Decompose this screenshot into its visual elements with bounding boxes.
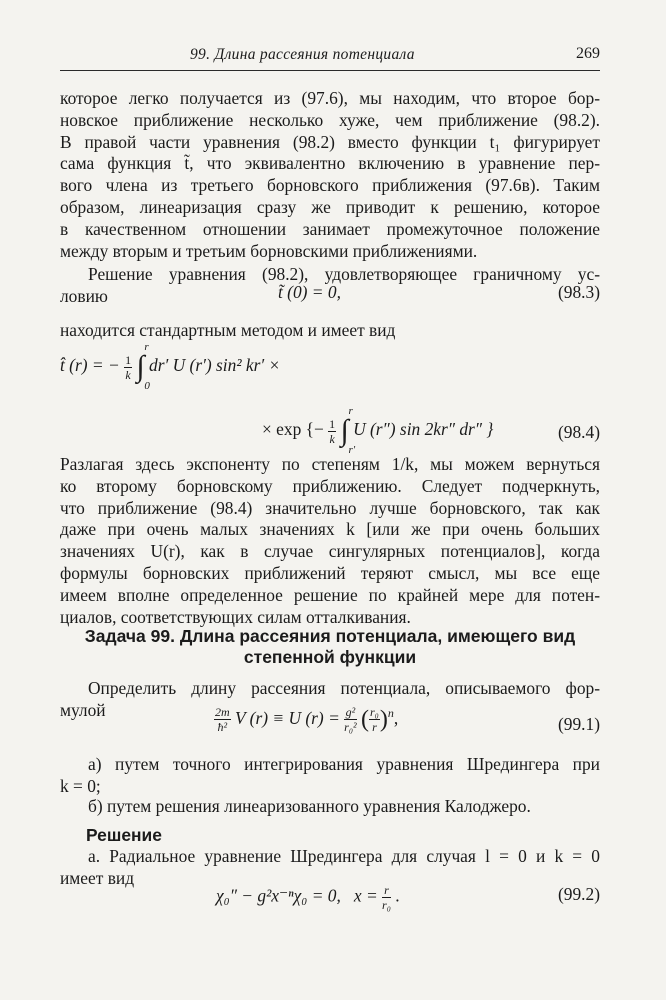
denominator: r [372,720,377,735]
running-header-title: 99. Длина рассеяния потенциала [190,46,415,63]
numerator: g² [345,705,356,720]
paragraph-4 [60,454,600,628]
text-line: мулой [60,699,106,720]
eq-body: U (r″) sin 2kr″ dr″ } [353,419,494,439]
text-line: ловию [60,285,108,306]
text-line: имеет вид [60,867,135,888]
equation-99-1 [214,706,398,733]
fraction [344,706,356,733]
text-line: Определить длину рассеяния потенциала, описываемого фор- [88,678,600,698]
text-line: между вторым и третьим борновскими приближениями. [60,240,478,261]
text-line: вого члена из третьего борновского приближения (97.6в). Таким [60,175,600,196]
equation-number-99-2: (99.2) [557,884,600,904]
eq-prefix: × exp {− [262,419,324,439]
fraction [369,706,380,733]
eq-body: χ₀″ − g²x⁻ⁿχ₀ = 0, [216,885,341,906]
text-line: даже при очень малых значениях k [или же при очень больших [60,519,600,540]
integral-sign: ∫ r 0 [136,341,150,392]
fraction [328,418,336,445]
text-line: циалов, соответствующих силам отталкивания. [60,606,411,627]
task-title-line-2: степенной функции [243,647,417,667]
text-line: образом, линеаризация сразу же приводит к решению, которое [60,196,600,217]
fraction [214,706,231,733]
text-line: а) путем точного интегрирования уравнения Шредингера при [88,754,600,774]
solution-heading: Решение [86,825,162,845]
text-line: ко второму борновскому приближению. Следует подчеркнуть, [60,475,600,496]
item-a [60,754,600,798]
text-line: k = 0; [60,775,101,796]
paragraph-3: находится стандартным методом и имеет вид [60,320,396,340]
denominator: k [125,367,131,382]
fraction [382,884,391,911]
text-line: формулы борновских приближений теряют смысл, мы все еще [60,562,600,583]
text-line: новское приближение несколько хуже, чем приближение (98.2). [60,109,600,130]
task-title [60,626,600,668]
eq-x: x = [353,885,378,906]
numerator: 1 [329,416,336,431]
text-line: Разлагая здесь экспоненту по степеням 1/k, мы можем вернуться [60,454,600,474]
equation-number-99-1: (99.1) [557,714,600,734]
text-line: значениях U(r), как в случае сингулярных потенциалов], когда [60,541,600,562]
paren-close: ) [379,706,388,733]
equation-98-4-line-1 [60,341,281,392]
lower-limit: r′ [348,444,356,456]
lower-limit: 0 [144,380,150,392]
task-title-line-1: Задача 99. Длина рассеяния потенциала, имеющего вид [84,626,576,646]
equation-99-2: χ₀″ − g²x⁻ⁿχ₀ = 0, x = $\frac{r}{\text{r₀}}$ . [216,883,400,912]
equation-number-98-3: (98.3) [557,282,600,302]
numerator: r [382,884,391,898]
eq-body: dr′ U (r′) sin² kr′ × [149,355,281,375]
eq-body: V (r) ≡ U (r) = [235,707,340,728]
equation-98-3: t̃ (0) = 0, [278,282,341,302]
denominator: k [329,431,335,446]
paren-open: ( [360,706,369,733]
text-line: имеем вполне определенное решение по крайней мере для потен- [60,584,600,605]
equation-number-98-4: (98.4) [557,422,600,442]
text-line: В правой части уравнения (98.2) вместо функции t₁ фигурирует [60,131,600,152]
integral-sign: ∫ r r′ [340,405,356,456]
numerator: 1 [125,352,132,367]
upper-limit: r [144,341,149,353]
denominator: r₀² [344,720,357,735]
running-header [60,42,600,71]
text-line: в качественном отношении занимает промежуточное положение [60,218,600,239]
eq-lhs: t̂ (r) = − [60,355,120,375]
text-line: сама функция t̃, что эквивалентно включению в уравнение пер- [60,153,600,174]
equation-98-4-line-2 [262,405,494,456]
text-line: что приближение (98.4) значительно лучше борновского, так как [60,497,600,518]
numerator: 2m [215,705,230,720]
text-line: а. Радиальное уравнение Шредингера для случая l = 0 и k = 0 [88,846,600,866]
denominator: r₀ [382,898,391,912]
page-number: 269 [576,45,600,62]
item-b: б) путем решения линеаризованного уравнения Калоджеро. [88,796,531,816]
denominator: ħ² [217,720,228,735]
text-line: Решение уравнения (98.2), удовлетворяющее граничному ус- [88,264,600,284]
text-line: которое легко получается из (97.6), мы находим, что второе бор- [60,88,600,108]
upper-limit: r [348,405,353,417]
paragraph-1 [60,88,600,262]
fraction [124,354,132,381]
exponent: n [387,706,394,720]
numerator: r₀ [369,705,379,720]
comma: , [393,707,399,728]
